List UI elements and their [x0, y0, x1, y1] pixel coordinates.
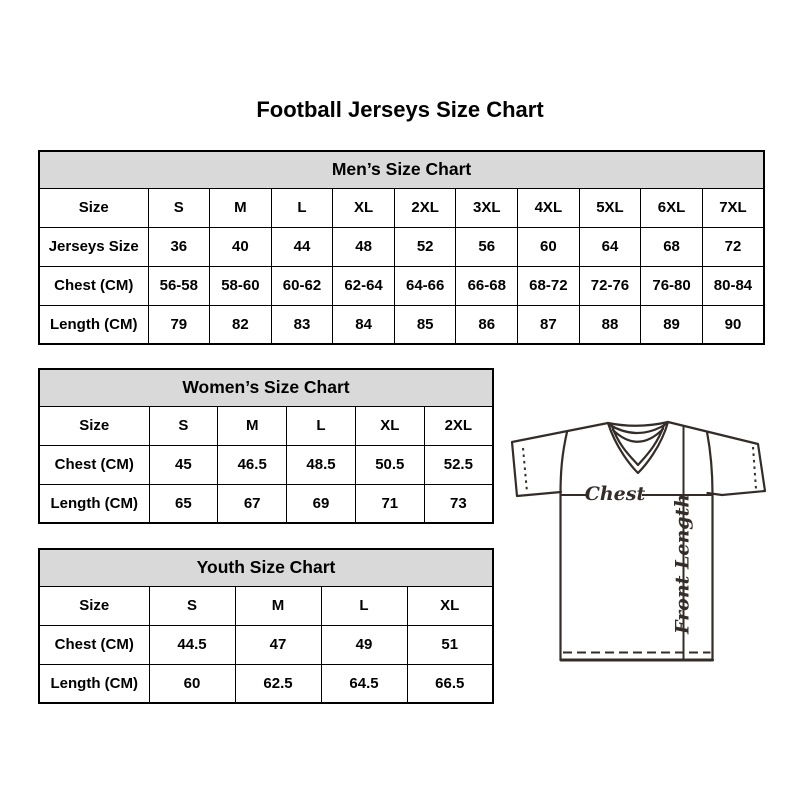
row-label-cell: Length (CM): [39, 305, 148, 344]
value-cell: 58-60: [210, 266, 272, 305]
value-cell: 7XL: [702, 188, 764, 227]
value-cell: 52: [394, 227, 456, 266]
value-cell: 69: [287, 484, 356, 523]
value-cell: 72: [702, 227, 764, 266]
page-title: Football Jerseys Size Chart: [256, 97, 544, 122]
value-cell: 66-68: [456, 266, 518, 305]
table-row: [39, 484, 493, 523]
value-cell: L: [321, 586, 407, 625]
right-cuff-dashed-line: [753, 447, 756, 489]
jersey-diagram-svg: [505, 398, 770, 668]
value-cell: 68: [641, 227, 703, 266]
value-cell: 46.5: [218, 445, 287, 484]
value-cell: 45: [149, 445, 218, 484]
value-cell: 47: [235, 625, 321, 664]
value-cell: XL: [333, 188, 395, 227]
table-header-row: [39, 369, 493, 406]
value-cell: S: [148, 188, 210, 227]
value-cell: 56: [456, 227, 518, 266]
value-cell: 76-80: [641, 266, 703, 305]
youth-chart-title: Youth Size Chart: [39, 549, 493, 586]
value-cell: 87: [518, 305, 580, 344]
value-cell: 83: [271, 305, 333, 344]
mens-chart-title: Men’s Size Chart: [39, 151, 764, 188]
value-cell: 4XL: [518, 188, 580, 227]
value-cell: 73: [424, 484, 493, 523]
row-label-cell: Size: [39, 586, 149, 625]
value-cell: M: [210, 188, 272, 227]
womens-chart-title: Women’s Size Chart: [39, 369, 493, 406]
value-cell: 52.5: [424, 445, 493, 484]
value-cell: 65: [149, 484, 218, 523]
row-label-cell: Size: [39, 406, 149, 445]
jersey-vneck-inner-path: [612, 425, 664, 465]
value-cell: 50.5: [355, 445, 424, 484]
value-cell: S: [149, 406, 218, 445]
value-cell: 82: [210, 305, 272, 344]
value-cell: 80-84: [702, 266, 764, 305]
value-cell: 60-62: [271, 266, 333, 305]
value-cell: 64.5: [321, 664, 407, 703]
mens-size-chart-table: [38, 150, 765, 345]
youth-size-chart-table: [38, 548, 494, 704]
jersey-collar-top-path: [608, 422, 668, 426]
table-row: [39, 305, 764, 344]
value-cell: 2XL: [394, 188, 456, 227]
value-cell: L: [287, 406, 356, 445]
womens-size-chart-table: [38, 368, 494, 524]
value-cell: 79: [148, 305, 210, 344]
table-header-row: [39, 549, 493, 586]
value-cell: 48.5: [287, 445, 356, 484]
value-cell: 44.5: [149, 625, 235, 664]
table-row: [39, 227, 764, 266]
mens-table-body: [39, 188, 764, 344]
row-label-cell: Chest (CM): [39, 625, 149, 664]
value-cell: 3XL: [456, 188, 518, 227]
jersey-measurement-diagram: [505, 398, 770, 668]
value-cell: 85: [394, 305, 456, 344]
table-row: [39, 406, 493, 445]
value-cell: 84: [333, 305, 395, 344]
value-cell: 67: [218, 484, 287, 523]
value-cell: 72-76: [579, 266, 641, 305]
value-cell: 89: [641, 305, 703, 344]
value-cell: 86: [456, 305, 518, 344]
row-label-cell: Chest (CM): [39, 445, 149, 484]
value-cell: M: [235, 586, 321, 625]
value-cell: 68-72: [518, 266, 580, 305]
value-cell: 66.5: [407, 664, 493, 703]
value-cell: 6XL: [641, 188, 703, 227]
womens-table-body: [39, 406, 493, 523]
row-label-cell: Size: [39, 188, 148, 227]
value-cell: 56-58: [148, 266, 210, 305]
value-cell: 40: [210, 227, 272, 266]
value-cell: XL: [355, 406, 424, 445]
front-length-label: Front Length: [671, 493, 694, 634]
chest-label: Chest: [584, 483, 646, 505]
row-label-cell: Jerseys Size: [39, 227, 148, 266]
value-cell: 48: [333, 227, 395, 266]
value-cell: 64-66: [394, 266, 456, 305]
value-cell: S: [149, 586, 235, 625]
left-cuff-dashed-line: [523, 448, 527, 492]
table-row: [39, 445, 493, 484]
table-row: [39, 586, 493, 625]
value-cell: 2XL: [424, 406, 493, 445]
table-row: [39, 266, 764, 305]
row-label-cell: Chest (CM): [39, 266, 148, 305]
value-cell: 5XL: [579, 188, 641, 227]
value-cell: 60: [149, 664, 235, 703]
value-cell: 64: [579, 227, 641, 266]
value-cell: 62-64: [333, 266, 395, 305]
row-label-cell: Length (CM): [39, 664, 149, 703]
value-cell: 88: [579, 305, 641, 344]
table-header-row: [39, 151, 764, 188]
value-cell: 62.5: [235, 664, 321, 703]
table-row: [39, 188, 764, 227]
value-cell: 49: [321, 625, 407, 664]
value-cell: 44: [271, 227, 333, 266]
value-cell: XL: [407, 586, 493, 625]
table-row: [39, 625, 493, 664]
value-cell: 36: [148, 227, 210, 266]
table-row: [39, 664, 493, 703]
row-label-cell: Length (CM): [39, 484, 149, 523]
value-cell: M: [218, 406, 287, 445]
value-cell: 51: [407, 625, 493, 664]
value-cell: 90: [702, 305, 764, 344]
youth-table-body: [39, 586, 493, 703]
value-cell: 71: [355, 484, 424, 523]
value-cell: L: [271, 188, 333, 227]
value-cell: 60: [518, 227, 580, 266]
